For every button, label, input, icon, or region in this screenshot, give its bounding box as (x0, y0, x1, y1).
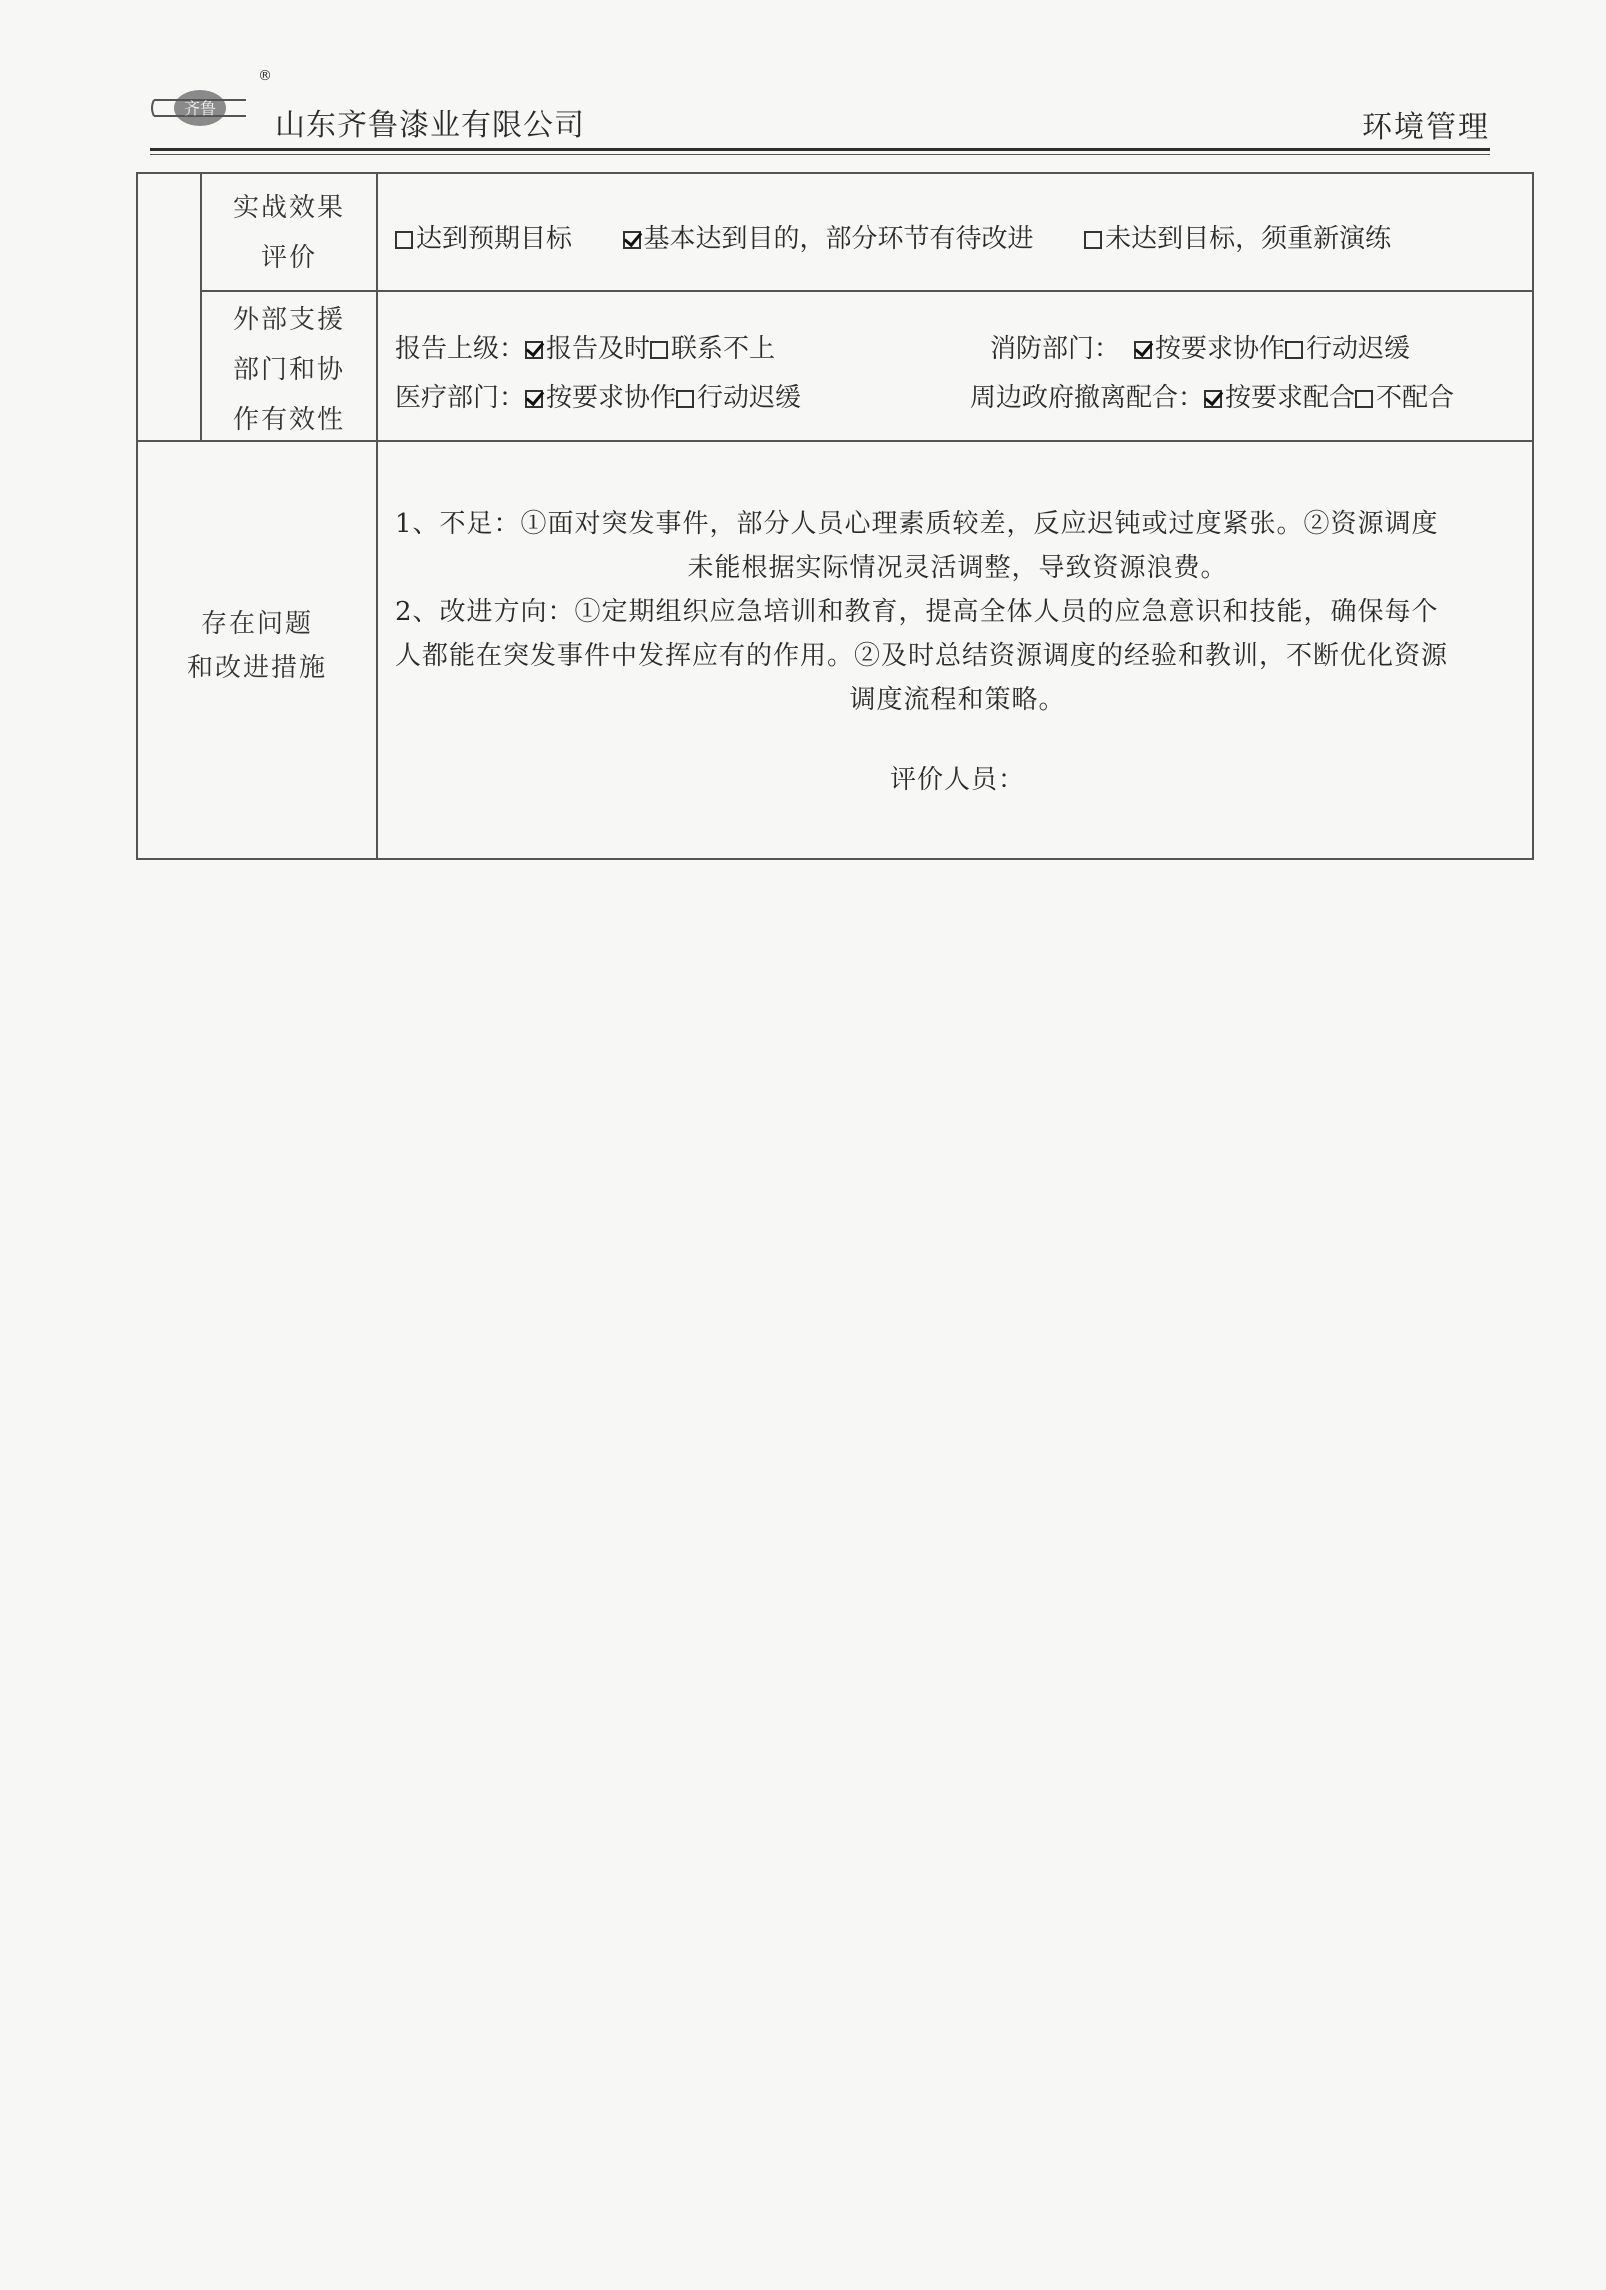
option-label: 基本达到目的，部分环节有待改进 (643, 224, 1034, 254)
table-divider (376, 172, 378, 860)
medical-opt1: 按要求协作 (546, 383, 677, 413)
checked-checkbox-icon[interactable] (1204, 390, 1222, 408)
fire-label: 消防部门： (990, 334, 1121, 364)
medical-dept-row (395, 377, 801, 414)
checkbox-icon[interactable] (1285, 341, 1303, 359)
gov-opt1: 按要求配合 (1225, 383, 1356, 413)
gov-opt2: 不配合 (1376, 383, 1455, 413)
logo-text: 齐鲁 (183, 99, 217, 118)
report-superior-row (395, 328, 775, 365)
improvement-line1: 2、改进方向：①定期组织应急培训和教育，提高全体人员的应急意识和技能，确保每个 (395, 597, 1439, 627)
shortcomings-line1: 1、不足：①面对突发事件，部分人员心理素质较差，反应迟钝或过度紧张。②资源调度 (395, 509, 1439, 539)
table-divider (200, 290, 1534, 292)
external-support-label (202, 295, 376, 445)
issues-label-line2: 和改进措施 (186, 653, 327, 683)
page-header (150, 60, 1490, 155)
improvement-line2: 人都能在突发事件中发挥应有的作用。②及时总结资源调度的经验和教训，不断优化资源 (395, 641, 1449, 671)
external-label-line1: 外部支援 (232, 305, 345, 335)
fire-dept-row (990, 328, 1410, 365)
external-label-line3: 作有效性 (232, 405, 345, 435)
issues-content (395, 502, 1520, 802)
option-basically-met[interactable] (623, 224, 1034, 254)
shortcomings-line2: 未能根据实际情况灵活调整，导致资源浪费。 (687, 553, 1228, 583)
option-not-met[interactable] (1084, 224, 1391, 254)
evaluator-field: 评价人员： (889, 765, 1025, 795)
effect-options (395, 218, 1391, 255)
fire-opt1: 按要求协作 (1155, 334, 1286, 364)
issues-label (138, 602, 376, 690)
header-rule (150, 148, 1490, 151)
option-label: 未达到目标，须重新演练 (1105, 224, 1392, 254)
checked-checkbox-icon[interactable] (1134, 341, 1152, 359)
header-rule-thin (150, 154, 1490, 155)
effect-label-line2: 评价 (260, 243, 317, 273)
registered-mark: ® (258, 68, 272, 84)
checked-checkbox-icon[interactable] (525, 341, 543, 359)
effect-label (202, 183, 376, 283)
section-title: 环境管理 (1362, 110, 1490, 145)
checkbox-icon[interactable] (1355, 390, 1373, 408)
medical-opt2: 行动迟缓 (697, 383, 802, 413)
report-opt1: 报告及时 (546, 334, 651, 364)
effect-label-line1: 实战效果 (232, 193, 345, 223)
gov-label: 周边政府撤离配合： (970, 383, 1205, 413)
report-opt2: 联系不上 (671, 334, 776, 364)
company-name: 山东齐鲁漆业有限公司 (275, 108, 585, 143)
issues-label-line1: 存在问题 (200, 609, 313, 639)
checkbox-icon[interactable] (650, 341, 668, 359)
checkbox-icon[interactable] (676, 390, 694, 408)
report-label: 报告上级： (395, 334, 526, 364)
option-label: 达到预期目标 (416, 224, 573, 254)
improvement-line3: 调度流程和策略。 (849, 685, 1066, 715)
checked-checkbox-icon[interactable] (525, 390, 543, 408)
checked-checkbox-icon[interactable] (623, 231, 641, 249)
option-target-met[interactable] (395, 224, 572, 254)
gov-evacuation-row (970, 377, 1454, 414)
fire-opt2: 行动迟缓 (1306, 334, 1411, 364)
external-label-line2: 部门和协 (232, 355, 345, 385)
medical-label: 医疗部门： (395, 383, 526, 413)
checkbox-icon[interactable] (395, 231, 413, 249)
company-logo (150, 78, 270, 138)
checkbox-icon[interactable] (1084, 231, 1102, 249)
